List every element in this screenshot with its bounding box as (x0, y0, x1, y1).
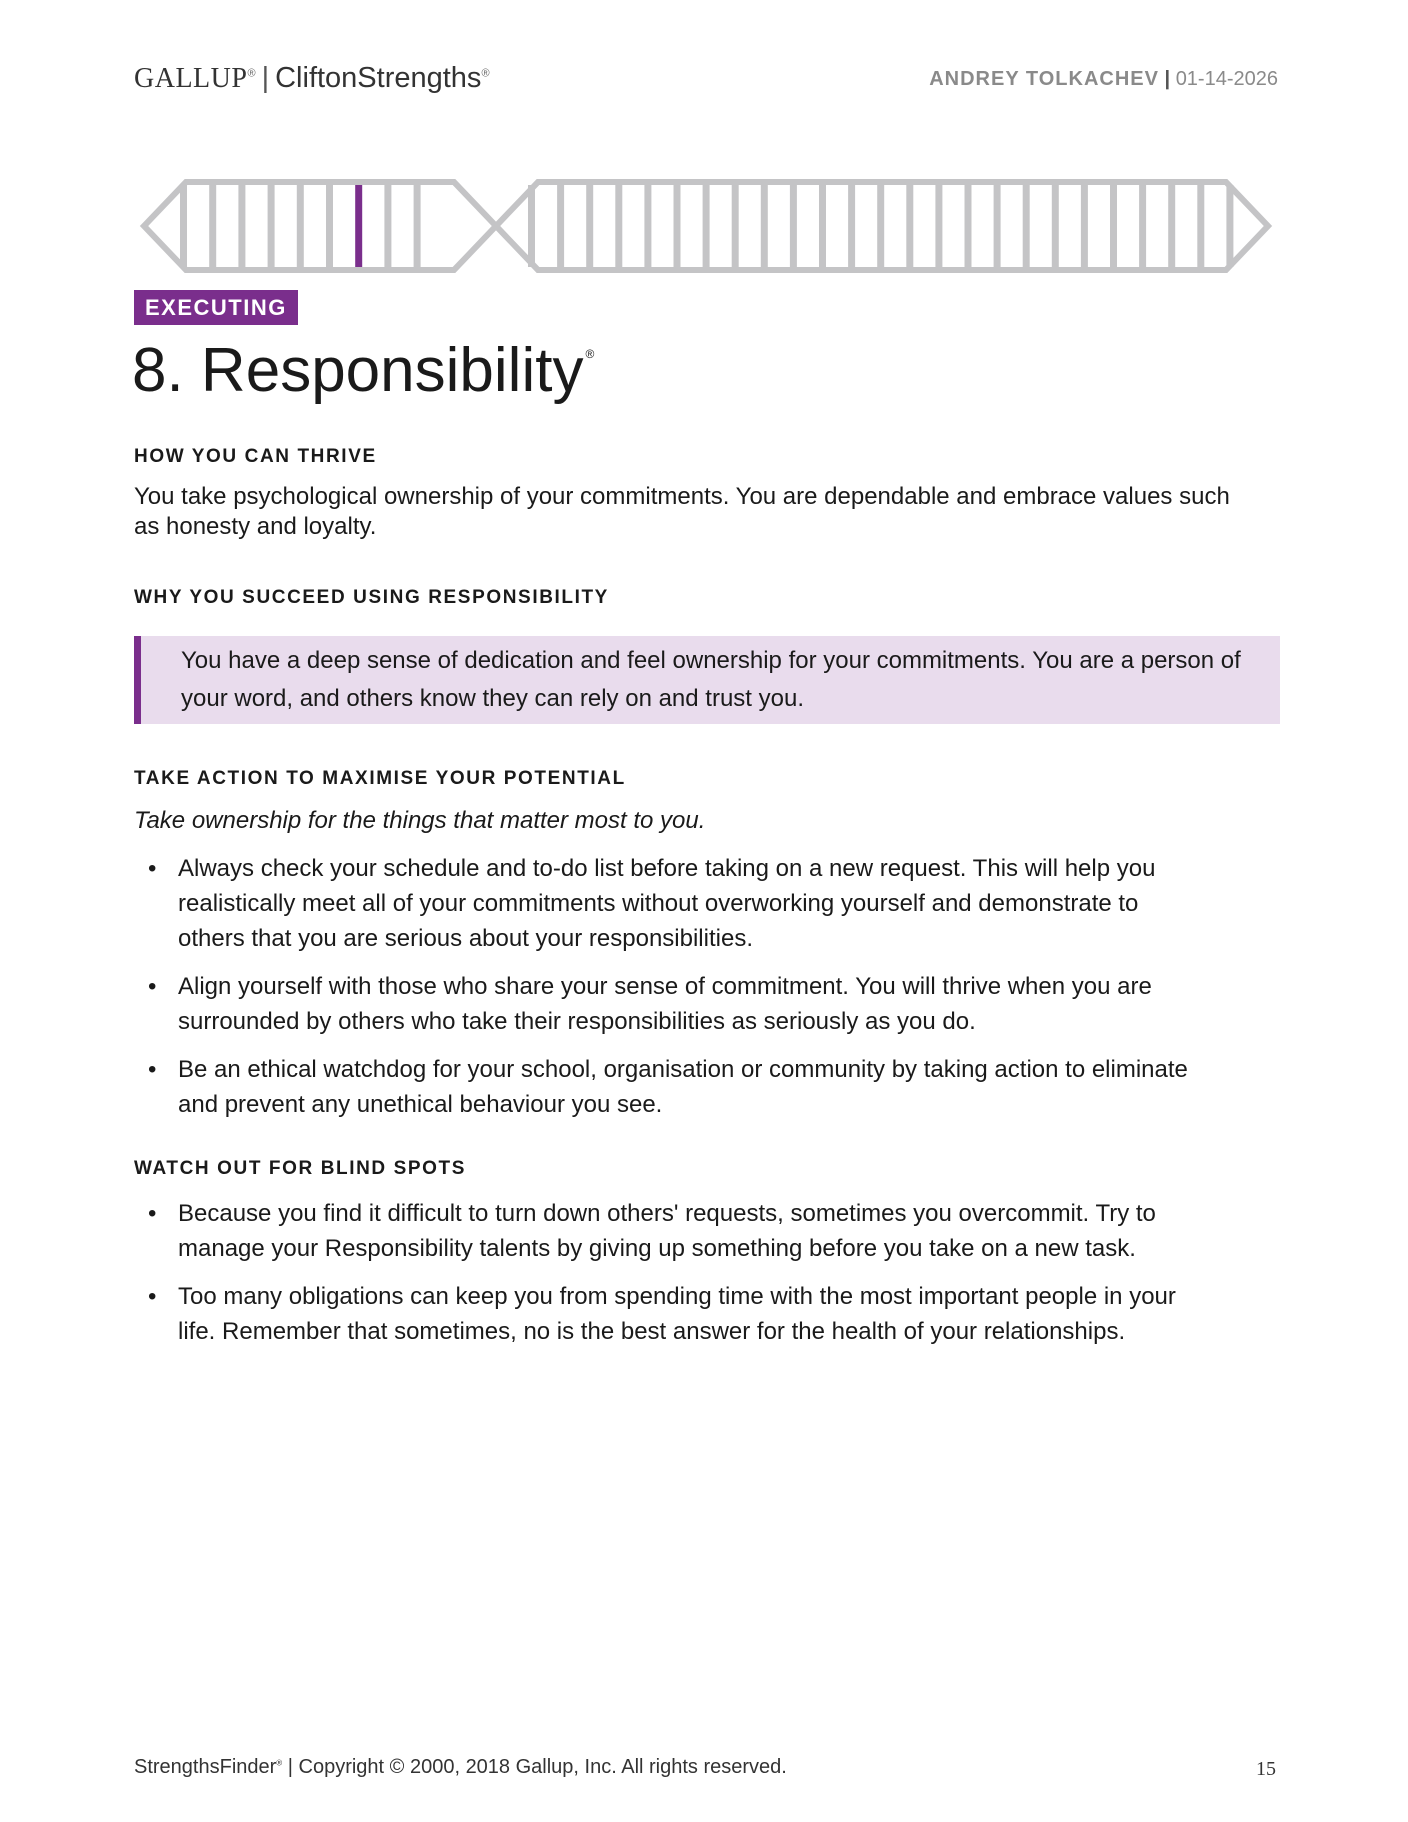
band-bars (180, 185, 1233, 267)
band-bar (1197, 185, 1204, 267)
report-date: 01-14-2026 (1175, 68, 1278, 90)
band-bar (906, 185, 913, 267)
band-bar (732, 185, 739, 267)
blind-spots-heading: WATCH OUT FOR BLIND SPOTS (134, 1158, 467, 1179)
band-bar (1052, 185, 1059, 267)
cliftonstrengths-wordmark: CliftonStrengths (275, 62, 482, 94)
band-bar (615, 185, 622, 267)
footer-product: StrengthsFinder (134, 1756, 277, 1778)
gallup-registered-mark: ® (247, 67, 256, 80)
blind-spot-bullet-text: Too many obligations can keep you from spending time with the most important people in your life. Remember that sometimes, no is the best answer for the health of your relationships. (178, 1283, 1176, 1345)
action-bullet-text: Be an ethical watchdog for your school, organisation or community by taking action to eliminate and prevent any unethical behaviour you see. (178, 1056, 1188, 1118)
gallup-wordmark: GALLUP (134, 63, 248, 94)
bullet-icon: • (148, 973, 157, 1000)
band-bar (644, 185, 651, 267)
band-bar (180, 185, 187, 267)
action-heading: TAKE ACTION TO MAXIMISE YOUR POTENTIAL (134, 768, 626, 789)
band-bar (1226, 185, 1233, 267)
band-bar (1081, 185, 1088, 267)
user-name: ANDREY TOLKACHEV (929, 68, 1159, 90)
band-bar (1110, 185, 1117, 267)
theme-title: 8. Responsibility (132, 336, 584, 405)
band-bar (586, 185, 593, 267)
user-separator: | (1164, 68, 1171, 90)
list-item (134, 1196, 1194, 1266)
band-bar (326, 185, 333, 267)
band-bar (528, 185, 535, 267)
band-bar (674, 185, 681, 267)
band-bar (965, 185, 972, 267)
brand-separator: | (261, 62, 270, 94)
band-bar (761, 185, 768, 267)
blind-spot-bullet-text: Because you find it difficult to turn down others' requests, sometimes you overcommit. Try to manage your Responsibility talents by giving up something before you take on a new task. (178, 1200, 1156, 1262)
thrive-text: You take psychological ownership of your commitments. You are dependable and embrace values such as honesty and loyalty. (134, 483, 1230, 540)
bullet-icon: • (148, 855, 157, 882)
list-item (134, 1279, 1194, 1349)
page-number: 15 (1256, 1758, 1276, 1780)
band-bar (703, 185, 710, 267)
band-bar (297, 185, 304, 267)
band-bar (819, 185, 826, 267)
band-bar (935, 185, 942, 267)
succeed-callout: You have a deep sense of dedication and feel ownership for your commitments. You are a person of your word, and others know they can rely on and trust you. (134, 636, 1280, 724)
footer-registered-mark: ® (276, 1758, 283, 1768)
list-item (134, 1052, 1194, 1122)
action-intro: Take ownership for the things that matter most to you. (134, 807, 706, 834)
report-owner (929, 68, 1278, 91)
band-bar (1139, 185, 1146, 267)
list-item (134, 851, 1194, 956)
band-bar (877, 185, 884, 267)
band-bar (209, 185, 216, 267)
thrive-heading: HOW YOU CAN THRIVE (134, 446, 377, 467)
band-bar (790, 185, 797, 267)
action-bullet-text: Always check your schedule and to-do list before taking on a new request. This will help you realistically meet all of your commitments without overworking yourself and demonstrate to others that you are serious about your responsibilities. (178, 855, 1156, 952)
brand-logo (134, 62, 490, 95)
band-bar (238, 185, 245, 267)
band-bar (848, 185, 855, 267)
band-bar (557, 185, 564, 267)
footer-copyright: | Copyright © 2000, 2018 Gallup, Inc. All rights reserved. (282, 1756, 787, 1778)
action-bullet-text: Align yourself with those who share your sense of commitment. You will thrive when you are surrounded by others who take their responsibilities as seriously as you do. (178, 973, 1152, 1035)
band-bar (414, 185, 421, 267)
band-bar (1023, 185, 1030, 267)
band-bar (384, 185, 391, 267)
band-bar (268, 185, 275, 267)
bullet-icon: • (148, 1056, 157, 1083)
list-item (134, 969, 1194, 1039)
theme-rank-band (138, 178, 1274, 274)
copyright-footer (134, 1756, 787, 1779)
blind-spots-list (134, 1196, 1194, 1362)
action-list (134, 851, 1194, 1135)
page-title (132, 336, 595, 405)
band-bar (1168, 185, 1175, 267)
title-registered-mark: ® (585, 347, 595, 361)
bullet-icon: • (148, 1200, 157, 1227)
cliftonstrengths-registered-mark: ® (481, 67, 490, 80)
band-bar (994, 185, 1001, 267)
domain-tag: EXECUTING (134, 290, 298, 325)
domain-band-outline (144, 182, 496, 270)
band-bar-highlighted (355, 185, 362, 267)
succeed-heading: WHY YOU SUCCEED USING RESPONSIBILITY (134, 587, 609, 608)
bullet-icon: • (148, 1283, 157, 1310)
